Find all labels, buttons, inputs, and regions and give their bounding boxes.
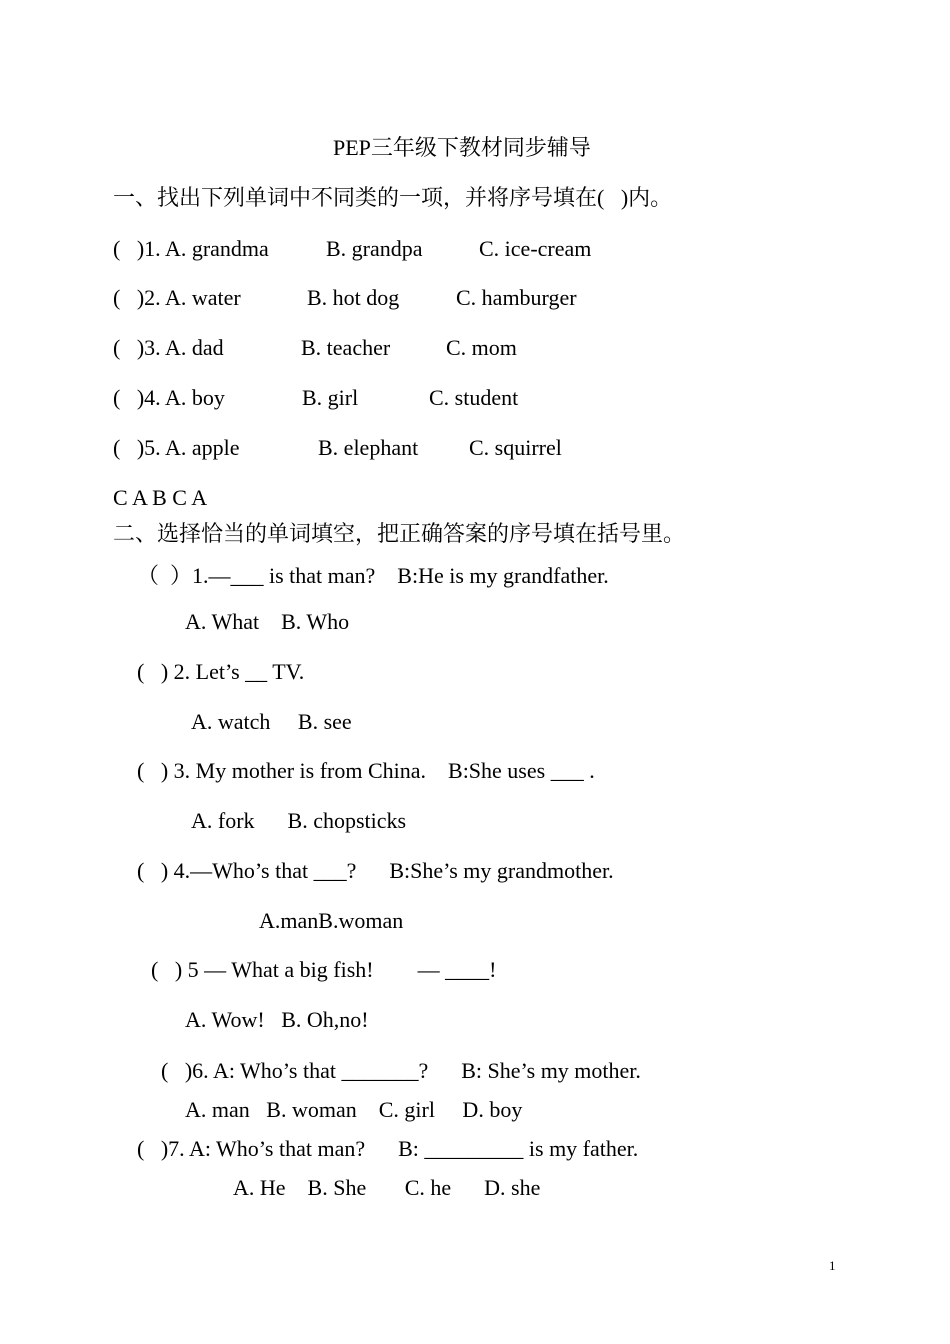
question-options: A. man B. woman C. girl D. boy	[185, 1097, 523, 1122]
option-b: B. elephant	[318, 435, 419, 460]
question-options: A. He B. She C. he D. she	[233, 1175, 541, 1200]
section2-heading: 二、选择恰当的单词填空，把正确答案的序号填在括号里。	[113, 521, 686, 546]
question-stem: ( )6. A: Who’s that _______? B: She’s my mother.	[161, 1058, 641, 1083]
question-stem: （ ）1.—___ is that man? B:He is my grandfather.	[137, 563, 609, 588]
question-stem: ( ) 5 — What a big fish! — ____!	[151, 957, 497, 982]
question-stem: ( ) 4.—Who’s that ___? B:She’s my grandmother.	[137, 858, 614, 883]
item-number-option-a: ( )5. A. apple	[113, 435, 240, 460]
page-title: PEP三年级下教材同步辅导	[333, 135, 591, 160]
question-stem: ( )7. A: Who’s that man? B: _________ is my father.	[137, 1136, 639, 1161]
question-stem: ( ) 2. Let’s __ TV.	[137, 659, 305, 684]
question-options: A. What B. Who	[185, 609, 350, 634]
page-number: 1	[829, 1258, 836, 1273]
question-options: A. watch B. see	[191, 709, 352, 734]
item-number-option-a: ( )1. A. grandma	[113, 236, 269, 261]
question-stem: ( ) 3. My mother is from China. B:She uses ___ .	[137, 758, 595, 783]
item-number-option-a: ( )4. A. boy	[113, 385, 225, 410]
item-number-option-a: ( )2. A. water	[113, 285, 241, 310]
question-options: A. fork B. chopsticks	[191, 808, 407, 833]
option-c: C. student	[429, 385, 519, 410]
option-c: C. ice-cream	[479, 236, 592, 261]
item-number-option-a: ( )3. A. dad	[113, 335, 224, 360]
question-options: A. Wow! B. Oh,no!	[185, 1007, 369, 1032]
option-c: C. squirrel	[469, 435, 562, 460]
option-b: B. teacher	[301, 335, 391, 360]
question-options: A.manB.woman	[259, 908, 404, 933]
section1-heading: 一、找出下列单词中不同类的一项，并将序号填在( )内。	[113, 185, 673, 210]
option-c: C. mom	[446, 335, 517, 360]
option-b: B. girl	[302, 385, 359, 410]
option-c: C. hamburger	[456, 285, 577, 310]
option-b: B. hot dog	[307, 285, 400, 310]
option-b: B. grandpa	[326, 236, 423, 261]
answer-key: C A B C A	[113, 485, 208, 510]
